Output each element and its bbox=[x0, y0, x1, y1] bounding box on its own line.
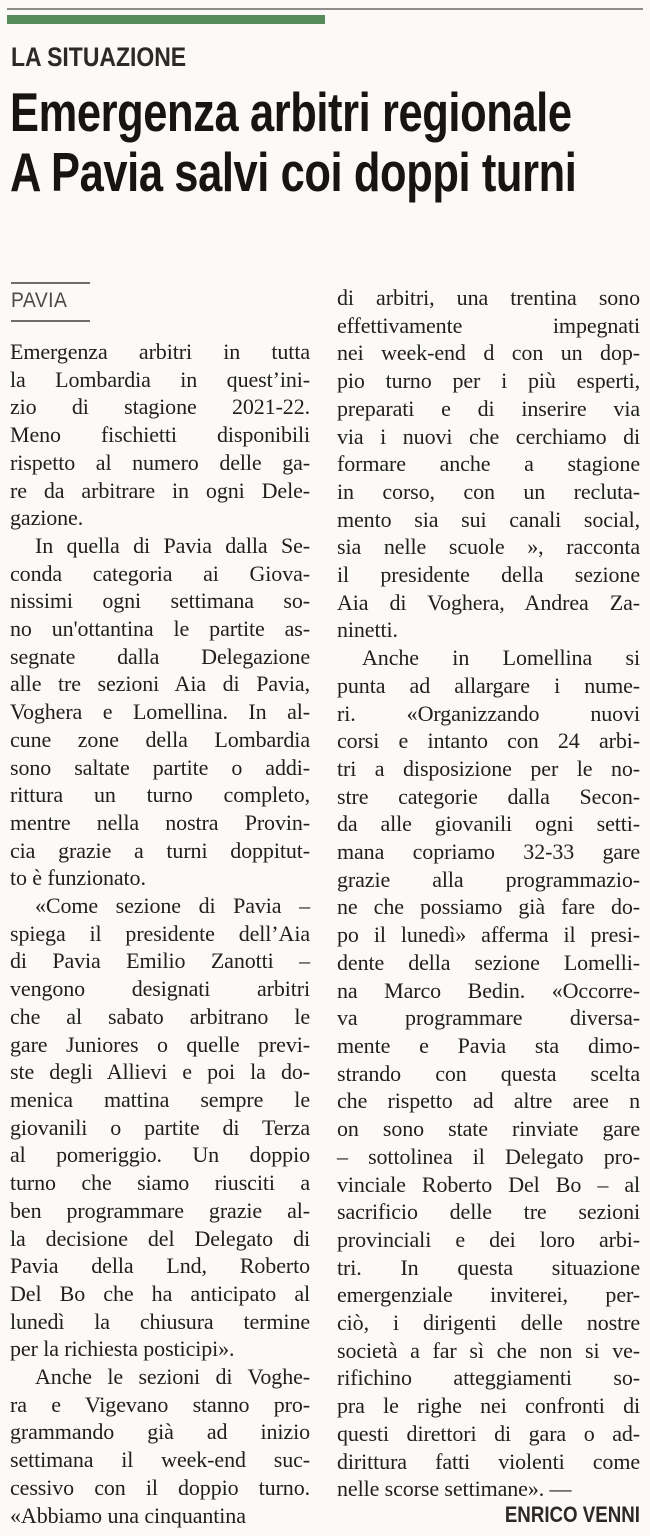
text-line: punta ad allargare i nume- bbox=[337, 672, 640, 698]
text-line: ciò, i dirigenti delle nostre bbox=[337, 1310, 640, 1336]
text-line: Pavia della Lnd, Roberto bbox=[10, 1253, 310, 1279]
paragraph bbox=[10, 532, 310, 892]
text-line: da alle giovanili ogni setti- bbox=[337, 811, 640, 837]
text-line: vinciale Roberto Del Bo – al bbox=[337, 1171, 640, 1197]
text-line: di Pavia Emilio Zanotti – bbox=[10, 948, 310, 974]
headline bbox=[10, 82, 650, 202]
text-line: ste degli Allievi e poi la do- bbox=[10, 1059, 310, 1085]
text-line: conda categoria ai Giova- bbox=[10, 560, 310, 586]
text-line: turno che siamo riusciti a bbox=[10, 1170, 310, 1196]
text-line: rittura un turno completo, bbox=[10, 782, 310, 808]
text-line: spiega il presidente dell’Aia bbox=[10, 920, 310, 946]
text-line: ninetti. bbox=[337, 617, 398, 643]
text-line: «Abbiamo una cinquantina bbox=[10, 1502, 246, 1528]
text-line: preparati e di inserire via bbox=[337, 395, 640, 421]
text-line: sia nelle scuole », racconta bbox=[337, 534, 640, 560]
text-line: zio di stagione 2021-22. bbox=[10, 394, 310, 420]
text-line: tri. In questa situazione bbox=[337, 1254, 640, 1280]
text-line: giovanili o partite di Terza bbox=[10, 1114, 310, 1140]
text-line: rifichino atteggiamenti so- bbox=[337, 1365, 640, 1391]
text-line: In quella di Pavia dalla Se- bbox=[35, 532, 310, 558]
dateline-label: PAVIA bbox=[11, 289, 68, 312]
text-line: to è funzionato. bbox=[10, 865, 146, 891]
text-line: mento sia sui canali social, bbox=[337, 506, 640, 532]
text-line: gare Juniores o quelle previ- bbox=[10, 1031, 310, 1057]
text-line: che al sabato arbitrano le bbox=[10, 1003, 310, 1029]
text-line: na Marco Bedin. «Occorre- bbox=[337, 977, 640, 1003]
text-line: ra e Vigevano stanno pro- bbox=[10, 1391, 310, 1417]
text-line: mente e Pavia sta dimo- bbox=[337, 1032, 640, 1058]
headline-line-2: A Pavia salvi coi doppi turni bbox=[10, 141, 577, 203]
paragraph bbox=[337, 644, 640, 1503]
text-line: mentre nella nostra Provin- bbox=[10, 809, 310, 835]
text-line: rispetto al numero delle ga- bbox=[10, 449, 310, 475]
dateline-rule-top bbox=[11, 282, 90, 284]
text-line: via i nuovi che cerchiamo di bbox=[337, 423, 640, 449]
text-line: settimana il week-end suc- bbox=[10, 1447, 310, 1473]
text-line: sacrificio delle tre sezioni bbox=[337, 1199, 640, 1225]
paragraph bbox=[10, 1363, 310, 1529]
kicker-label: LA SITUAZIONE bbox=[11, 42, 187, 72]
text-line: cessivo con il doppio turno. bbox=[10, 1474, 310, 1500]
text-line: pio turno per i più esperti, bbox=[337, 368, 640, 394]
paragraph bbox=[337, 284, 640, 644]
text-line: gazione. bbox=[10, 505, 84, 531]
section-accent-bar bbox=[7, 15, 325, 24]
text-line: Emergenza arbitri in tutta bbox=[10, 339, 310, 364]
paragraph bbox=[10, 892, 310, 1363]
text-line: nelle scorse settimane». — bbox=[337, 1476, 572, 1502]
text-line: ne che possiamo già fare do- bbox=[337, 894, 640, 920]
headline-line-1: Emergenza arbitri regionale bbox=[10, 81, 572, 143]
text-line: menica mattina sempre le bbox=[10, 1086, 310, 1112]
text-line: re da arbitrare in ogni Dele- bbox=[10, 477, 310, 503]
text-line: la Lombardia in quest’ini- bbox=[10, 366, 310, 392]
text-line: pra le righe nei confronti di bbox=[337, 1393, 640, 1419]
text-line: Voghera e Lomellina. In al- bbox=[10, 699, 310, 725]
text-line: tri a disposizione per le no- bbox=[337, 755, 640, 781]
text-line: la decisione del Delegato di bbox=[10, 1225, 310, 1251]
text-line: ri. «Organizzando nuovi bbox=[337, 700, 640, 726]
text-line: Aia di Voghera, Andrea Za- bbox=[337, 589, 640, 615]
text-line: on sono state rinviate gare bbox=[337, 1116, 640, 1142]
text-line: provinciali e dei loro arbi- bbox=[337, 1226, 640, 1252]
text-line: nissimi ogni settimana so- bbox=[10, 588, 310, 614]
text-line: vengono designati arbitri bbox=[10, 976, 310, 1002]
text-line: al pomeriggio. Un doppio bbox=[10, 1142, 310, 1168]
text-line: in corso, con un recluta- bbox=[337, 478, 640, 504]
text-line: Anche le sezioni di Voghe- bbox=[35, 1364, 310, 1390]
byline: ENRICO VENNI bbox=[504, 1502, 640, 1527]
text-line: po il lunedì» afferma il presi- bbox=[337, 922, 640, 948]
text-line: Meno fischietti disponibili bbox=[10, 422, 310, 448]
text-line: dirittura fatti violenti come bbox=[337, 1448, 640, 1474]
text-line: segnate dalla Delegazione bbox=[10, 643, 310, 669]
text-line: di arbitri, una trentina sono bbox=[337, 285, 640, 310]
text-line: effettivamente impegnati bbox=[337, 312, 640, 338]
text-line: no un'ottantina le partite as- bbox=[10, 616, 310, 642]
dateline-rule-bottom bbox=[11, 320, 90, 322]
text-line: grammando già ad inizio bbox=[10, 1419, 310, 1445]
text-line: va programmare diversa- bbox=[337, 1005, 640, 1031]
text-line: cia grazie a turni doppitut- bbox=[10, 837, 310, 863]
text-line: il presidente della sezione bbox=[337, 562, 640, 588]
text-line: lunedì la chiusura termine bbox=[10, 1308, 310, 1334]
text-line: – sottolinea il Delegato pro- bbox=[337, 1143, 640, 1169]
text-line: questi direttori di gara o ad- bbox=[337, 1420, 640, 1446]
text-line: che rispetto ad altre aree n bbox=[337, 1088, 640, 1114]
text-line: stre categorie dalla Secon- bbox=[337, 783, 640, 809]
article-column-left bbox=[10, 338, 310, 1529]
text-line: mana copriamo 32-33 gare bbox=[337, 839, 640, 865]
text-line: formare anche a stagione bbox=[337, 451, 640, 477]
text-line: dente della sezione Lomelli- bbox=[337, 949, 640, 975]
text-line: «Come sezione di Pavia – bbox=[35, 893, 310, 919]
top-divider-rule bbox=[7, 8, 643, 10]
text-line: nei week-end d con un dop- bbox=[337, 340, 640, 366]
text-line: Anche in Lomellina si bbox=[362, 645, 640, 671]
text-line: Del Bo che ha anticipato al bbox=[10, 1280, 310, 1306]
text-line: alle tre sezioni Aia di Pavia, bbox=[10, 671, 310, 697]
text-line: grazie alla programmazio- bbox=[337, 866, 640, 892]
text-line: cune zone della Lombardia bbox=[10, 726, 310, 752]
text-line: società a far sì che non si ve- bbox=[337, 1337, 640, 1363]
text-line: sono saltate partite o addi- bbox=[10, 754, 310, 780]
article-column-right bbox=[337, 284, 640, 1503]
text-line: per la richiesta posticipi». bbox=[10, 1336, 235, 1362]
text-line: ben programmare grazie al- bbox=[10, 1197, 310, 1223]
text-line: strando con questa scelta bbox=[337, 1060, 640, 1086]
text-line: emergenziale inviterei, per- bbox=[337, 1282, 640, 1308]
paragraph bbox=[10, 338, 310, 532]
text-line: corsi e intanto con 24 arbi- bbox=[337, 728, 640, 754]
